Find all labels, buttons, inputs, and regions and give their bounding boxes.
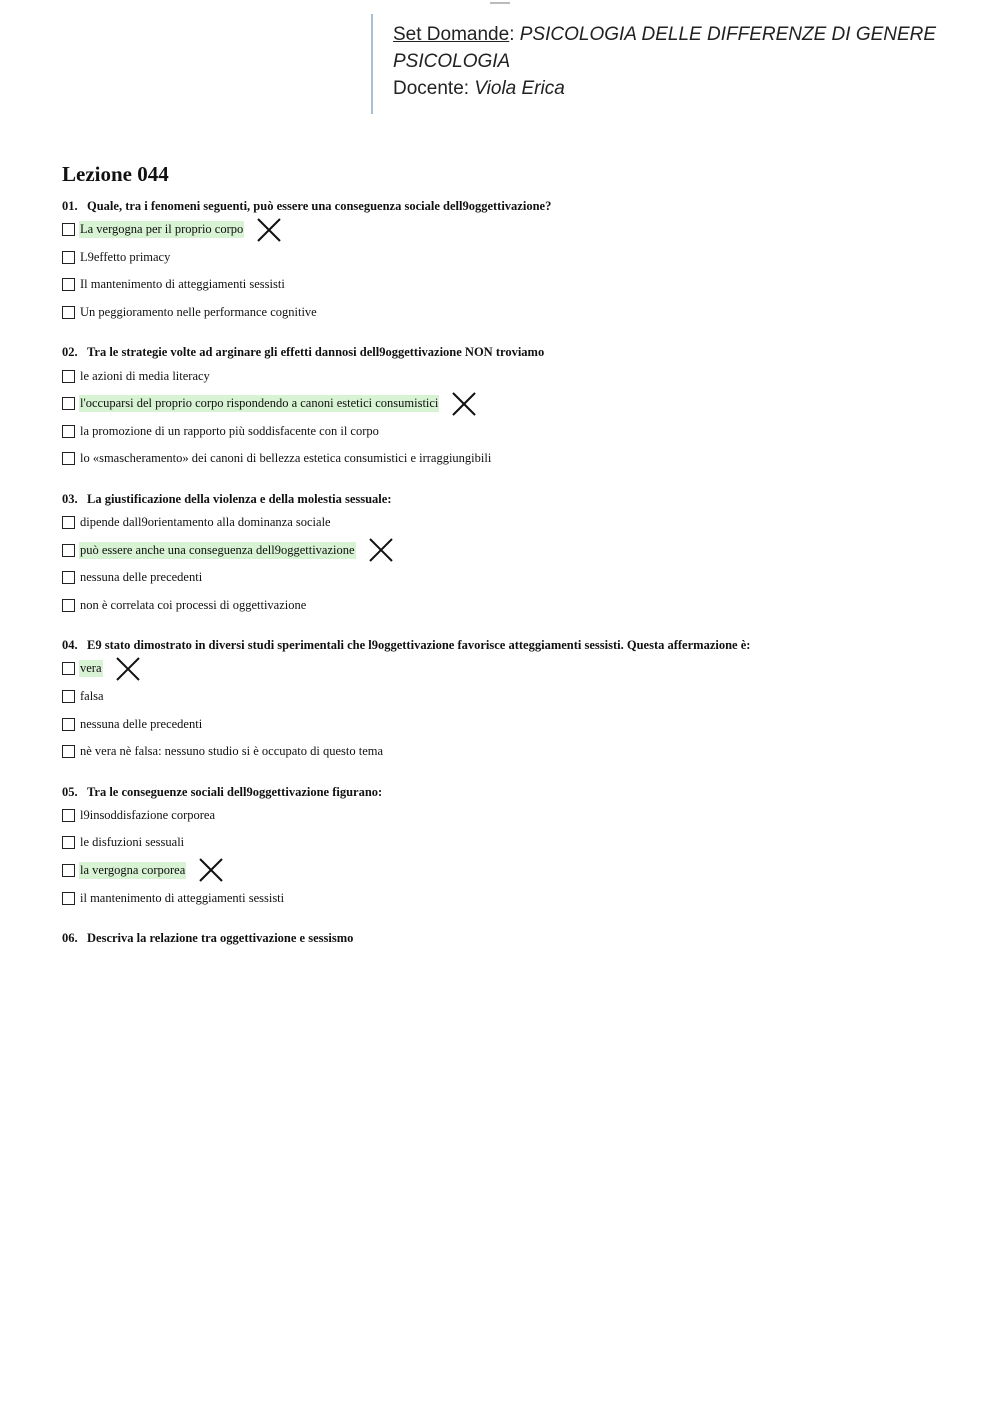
answer-option[interactable]	[62, 271, 962, 299]
answer-label: Un peggioramento nelle performance cognitive	[80, 305, 317, 320]
answer-option[interactable]	[62, 216, 962, 244]
answer-label: lo «smascheramento» dei canoni di bellezza estetica consumistici e irraggiungibili	[80, 451, 492, 466]
answer-label-highlighted: vera	[80, 661, 102, 676]
answer-label: falsa	[80, 689, 104, 704]
question-prompt: Tra le strategie volte ad arginare gli effetti dannosi dell9oggettivazione NON troviamo	[87, 345, 545, 360]
answer-label-highlighted: l'occuparsi del proprio corpo rispondendo a canoni estetici consumistici	[80, 396, 439, 411]
question-text	[62, 196, 962, 216]
question-prompt: E9 stato dimostrato in diversi studi sperimentali che l9oggettivazione favorisce atteggiamenti sessisti. Questa affermazione è:	[87, 638, 751, 653]
answer-option[interactable]	[62, 418, 962, 446]
answer-checkbox[interactable]	[62, 306, 75, 319]
question-text	[62, 342, 962, 362]
answer-label-highlighted: La vergogna per il proprio corpo	[80, 222, 244, 237]
question-text	[62, 635, 962, 655]
answer-option[interactable]	[62, 884, 962, 912]
question-number: 03.	[62, 491, 78, 506]
answer-checkbox[interactable]	[62, 516, 75, 529]
question-text	[62, 489, 962, 509]
correct-answer-x-icon	[198, 857, 224, 883]
question-3	[62, 489, 962, 619]
set-value-2: PSICOLOGIA	[393, 51, 511, 72]
teacher-line	[393, 75, 961, 102]
teacher-label: Docente:	[393, 78, 475, 99]
question-prompt: Descriva la relazione tra oggettivazione e sessismo	[87, 930, 354, 945]
answer-label: nessuna delle precedenti	[80, 570, 203, 585]
answer-label: nessuna delle precedenti	[80, 716, 203, 731]
answer-option[interactable]	[62, 536, 962, 564]
answer-option[interactable]	[62, 362, 962, 390]
question-text	[62, 782, 962, 802]
answer-label-highlighted: può essere anche una conseguenza dell9oggettivazione	[80, 542, 355, 557]
answer-label: il mantenimento di atteggiamenti sessisti	[80, 890, 285, 905]
correct-answer-x-icon	[368, 537, 394, 563]
answer-label: le azioni di media literacy	[80, 368, 210, 383]
answer-checkbox[interactable]	[62, 690, 75, 703]
answer-option[interactable]	[62, 390, 962, 418]
answer-option[interactable]	[62, 683, 962, 711]
document-header	[371, 14, 961, 114]
correct-answer-x-icon	[256, 217, 282, 243]
answer-option[interactable]	[62, 857, 962, 885]
answer-checkbox[interactable]	[62, 809, 75, 822]
answer-checkbox[interactable]	[62, 397, 75, 410]
question-number: 02.	[62, 345, 78, 360]
question-text	[62, 928, 962, 948]
question-number: 05.	[62, 784, 78, 799]
question-prompt: Tra le conseguenze sociali dell9oggettivazione figurano:	[87, 784, 383, 799]
answer-label: la promozione di un rapporto più soddisfacente con il corpo	[80, 423, 379, 438]
question-2	[62, 342, 962, 472]
answer-label-highlighted: la vergogna corporea	[80, 862, 186, 877]
question-1	[62, 196, 962, 326]
question-number: 01.	[62, 199, 78, 213]
answer-option[interactable]	[62, 802, 962, 830]
answer-option[interactable]	[62, 564, 962, 592]
answer-option[interactable]	[62, 299, 962, 327]
answer-option[interactable]	[62, 509, 962, 537]
set-value: PSICOLOGIA DELLE DIFFERENZE DI GENERE	[519, 24, 937, 45]
answer-checkbox[interactable]	[62, 544, 75, 557]
question-prompt: La giustificazione della violenza e della molestia sessuale:	[87, 491, 392, 506]
answer-checkbox[interactable]	[62, 892, 75, 905]
correct-answer-x-icon	[451, 391, 477, 417]
answer-label: non è correlata coi processi di oggettivazione	[80, 597, 307, 612]
lesson-title: Lezione 044	[62, 162, 169, 186]
answer-option[interactable]	[62, 445, 962, 473]
question-list	[62, 196, 962, 964]
answer-option[interactable]	[62, 244, 962, 272]
answer-label: L9effetto primacy	[80, 249, 171, 264]
correct-answer-x-icon	[115, 656, 141, 682]
set-separator: :	[509, 24, 520, 45]
answer-checkbox[interactable]	[62, 571, 75, 584]
set-label: Set Domande	[393, 24, 510, 45]
answer-checkbox[interactable]	[62, 278, 75, 291]
teacher-name: Viola Erica	[474, 78, 565, 99]
answer-checkbox[interactable]	[62, 599, 75, 612]
set-line	[393, 21, 961, 48]
answer-checkbox[interactable]	[62, 223, 75, 236]
answer-checkbox[interactable]	[62, 864, 75, 877]
answer-checkbox[interactable]	[62, 662, 75, 675]
answer-checkbox[interactable]	[62, 425, 75, 438]
question-number: 06.	[62, 930, 78, 945]
question-number: 04.	[62, 638, 78, 653]
answer-checkbox[interactable]	[62, 452, 75, 465]
page-top-mark	[490, 2, 510, 4]
question-5	[62, 782, 962, 912]
answer-option[interactable]	[62, 829, 962, 857]
answer-label: l9insoddisfazione corporea	[80, 807, 216, 822]
question-6	[62, 928, 962, 948]
answer-option[interactable]	[62, 710, 962, 738]
answer-checkbox[interactable]	[62, 370, 75, 383]
answer-label: Il mantenimento di atteggiamenti sessisti	[80, 277, 285, 292]
answer-checkbox[interactable]	[62, 251, 75, 264]
answer-option[interactable]	[62, 655, 962, 683]
answer-label: dipende dall9orientamento alla dominanza sociale	[80, 515, 331, 530]
answer-checkbox[interactable]	[62, 836, 75, 849]
question-4	[62, 635, 962, 765]
answer-option[interactable]	[62, 592, 962, 620]
answer-checkbox[interactable]	[62, 718, 75, 731]
answer-label: nè vera nè falsa: nessuno studio si è occupato di questo tema	[80, 744, 384, 759]
question-prompt: Quale, tra i fenomeni seguenti, può essere una conseguenza sociale dell9oggettivazione?	[87, 199, 552, 213]
answer-checkbox[interactable]	[62, 745, 75, 758]
answer-option[interactable]	[62, 738, 962, 766]
set-line-2	[393, 48, 961, 75]
answer-label: le disfuzioni sessuali	[80, 835, 185, 850]
